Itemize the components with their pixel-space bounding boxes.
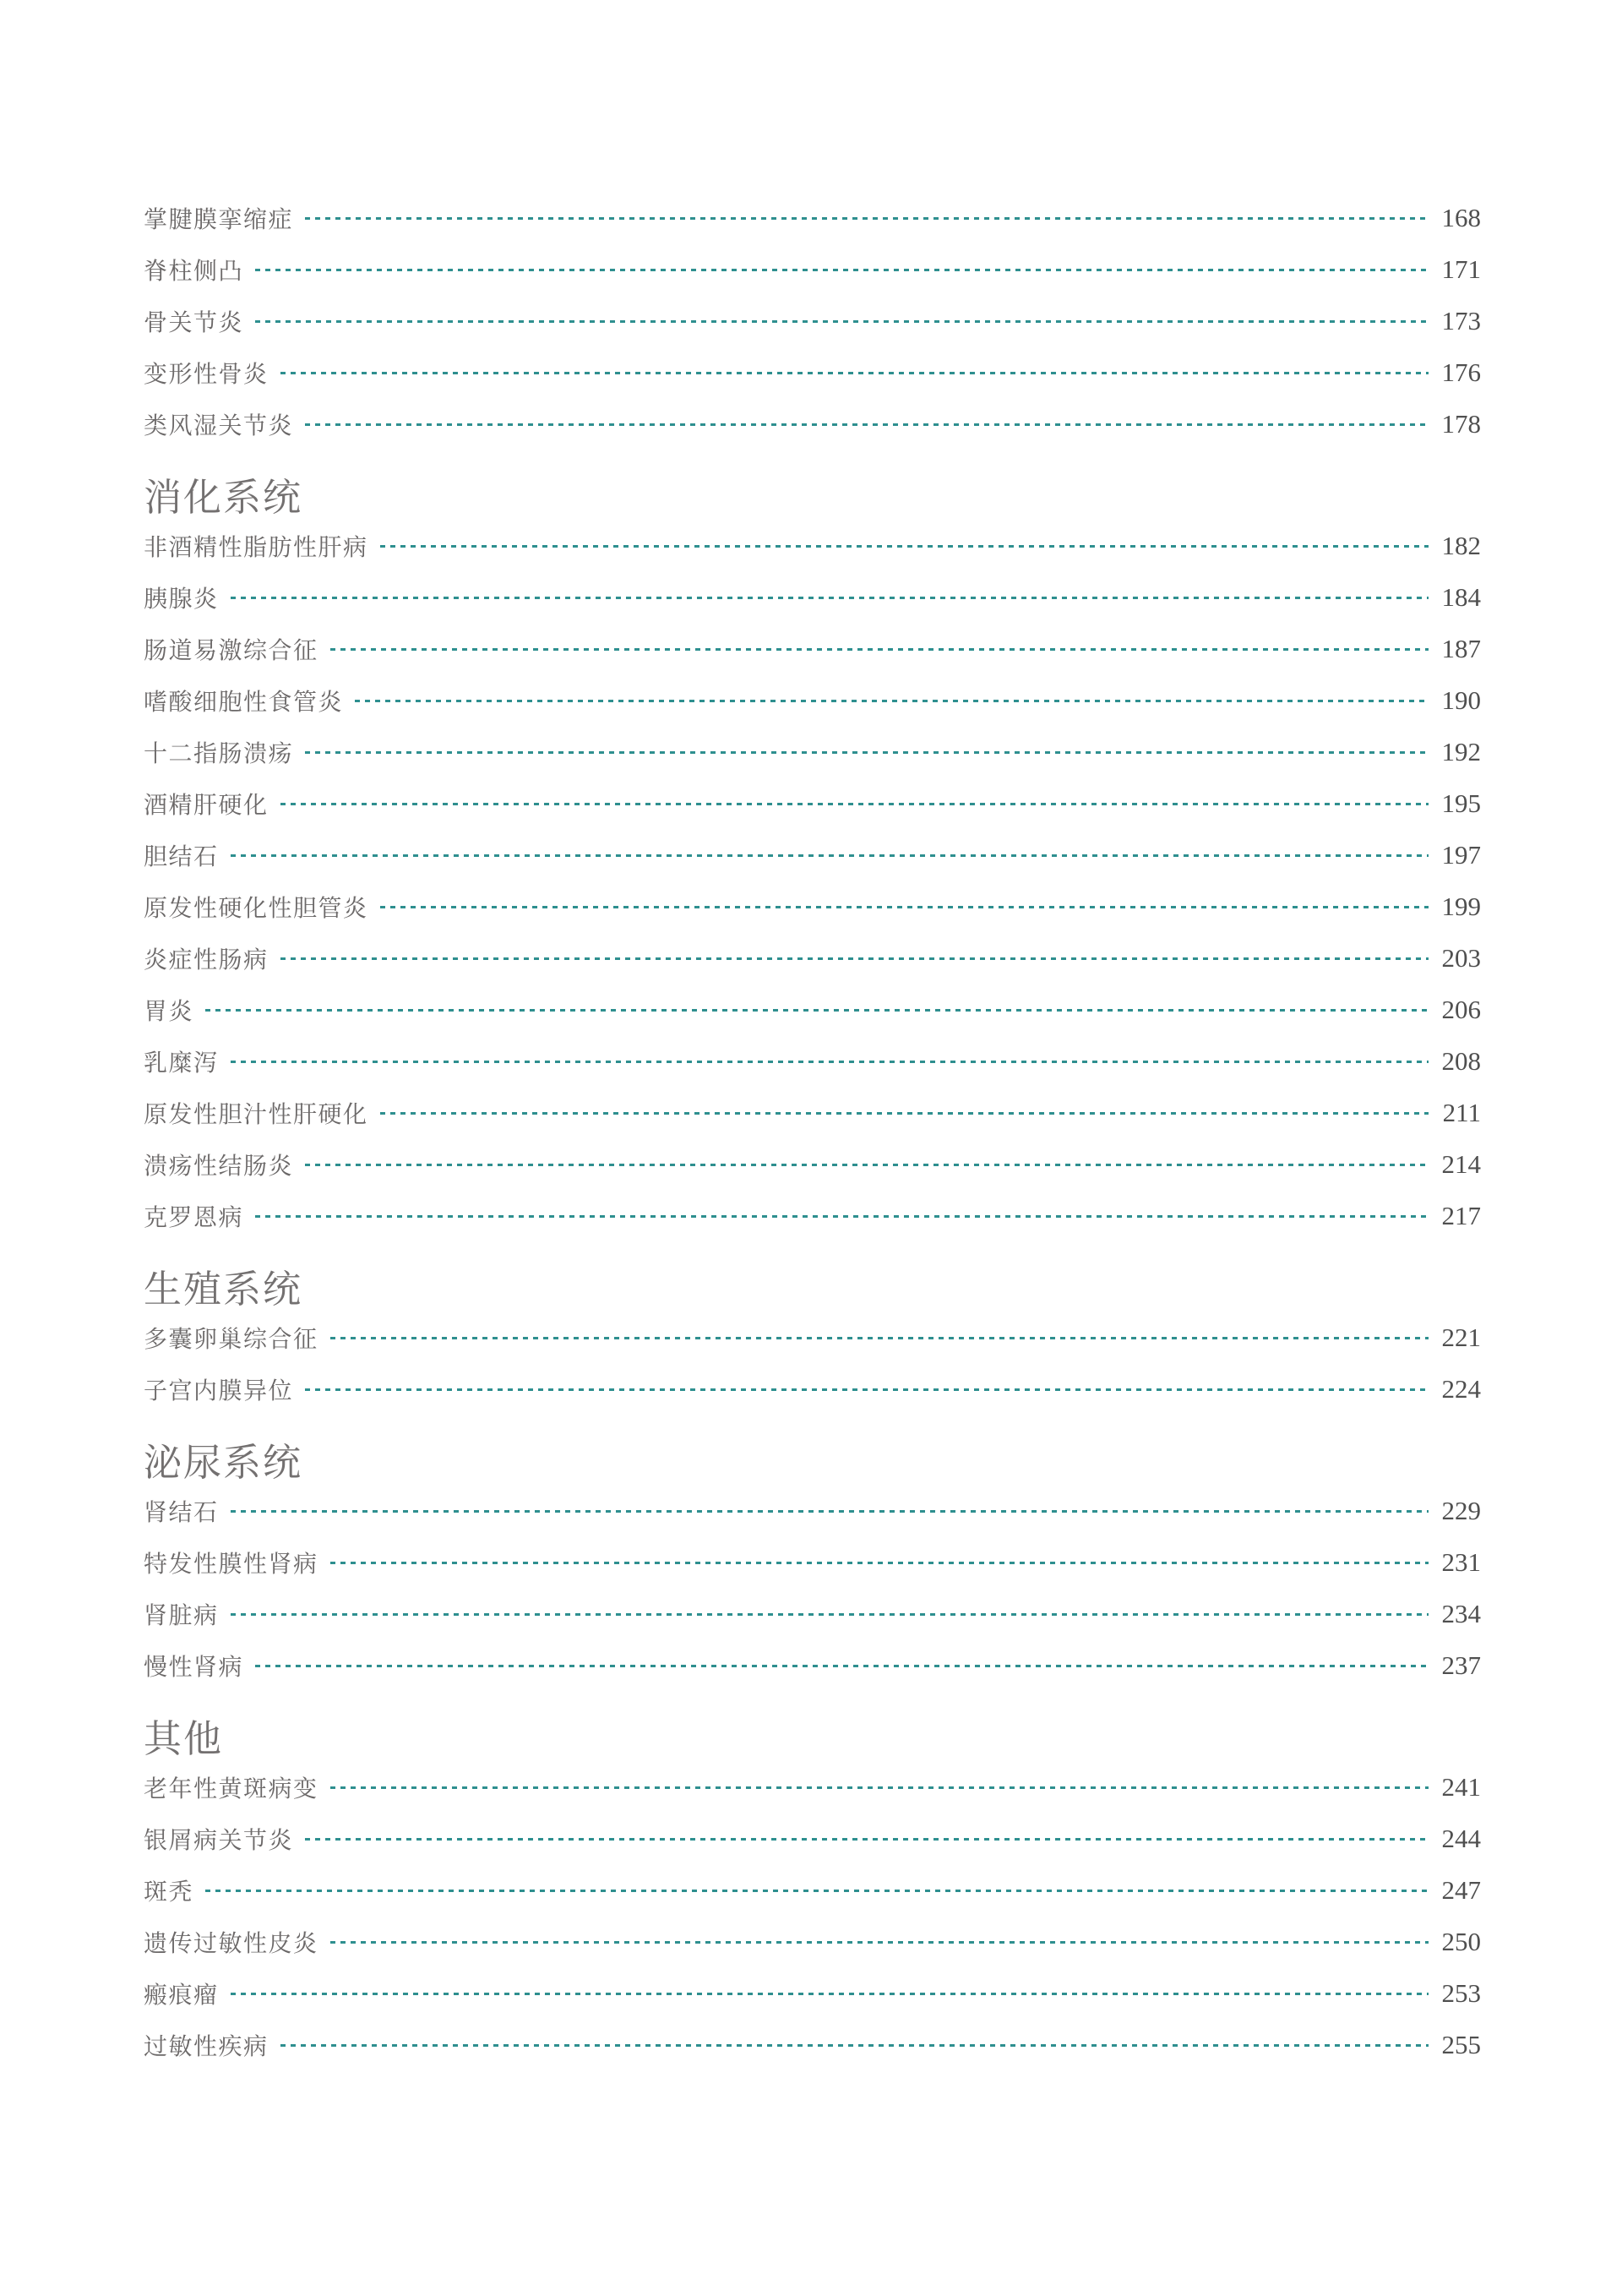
toc-entry	[144, 726, 1481, 777]
toc-entry-label: 慢性肾病	[144, 1653, 244, 1680]
toc-entry-label: 肾脏病	[144, 1601, 219, 1628]
toc-entry	[144, 295, 1481, 346]
toc-entry-label: 子宫内膜异位	[144, 1377, 294, 1404]
toc-entry-label: 乳糜泻	[144, 1049, 219, 1076]
toc-entry	[144, 623, 1481, 674]
toc-page-number: 234	[1441, 1598, 1481, 1628]
toc-page-number: 255	[1441, 2029, 1481, 2059]
toc-page-number: 187	[1441, 633, 1481, 663]
toc-entry-label: 老年性黄斑病变	[144, 1775, 318, 1802]
toc-entry-label: 斑秃	[144, 1878, 194, 1905]
toc-page-number: 178	[1441, 408, 1481, 439]
toc-entry	[144, 881, 1481, 932]
section-title: 生殖系统	[144, 1268, 303, 1311]
dotted-leader	[231, 597, 1429, 599]
dotted-leader	[330, 1786, 1429, 1789]
toc-entry-label: 原发性胆汁性肝硬化	[144, 1100, 368, 1127]
toc-page-number: 184	[1441, 581, 1481, 612]
toc-page-number: 244	[1441, 1823, 1481, 1853]
toc-entry	[144, 1639, 1481, 1691]
toc-section	[144, 1433, 1481, 1691]
toc-entry	[144, 777, 1481, 829]
toc-page-number: 171	[1441, 254, 1481, 284]
dotted-leader	[305, 1388, 1429, 1391]
toc-page-number: 247	[1441, 1874, 1481, 1905]
toc-entry	[144, 1485, 1481, 1536]
toc-entry-label: 非酒精性脂肪性肝病	[144, 533, 368, 560]
toc-entry	[144, 829, 1481, 881]
toc-section	[144, 1710, 1481, 2070]
toc-entry	[144, 1190, 1481, 1241]
toc-page-number: 229	[1441, 1495, 1481, 1525]
section-title: 泌尿系统	[144, 1441, 303, 1484]
toc-page-number: 214	[1441, 1148, 1481, 1179]
toc-entry	[144, 398, 1481, 450]
toc-page-number: 217	[1441, 1200, 1481, 1230]
toc-list	[144, 192, 1481, 2070]
toc-entry-label: 克罗恩病	[144, 1203, 244, 1230]
dotted-leader	[231, 854, 1429, 857]
toc-page-number: 168	[1441, 202, 1481, 232]
section-title: 消化系统	[144, 476, 303, 519]
toc-entry	[144, 1916, 1481, 1967]
toc-page-number: 173	[1441, 305, 1481, 335]
dotted-leader	[231, 1993, 1429, 1995]
dotted-leader	[355, 700, 1429, 702]
toc-page-number: 208	[1441, 1045, 1481, 1076]
toc-entry	[144, 1536, 1481, 1588]
toc-entry	[144, 1087, 1481, 1138]
toc-page-number: 197	[1441, 839, 1481, 870]
toc-page-number: 195	[1441, 788, 1481, 818]
toc-entry-label: 脊柱侧凸	[144, 257, 244, 284]
dotted-leader	[380, 1112, 1429, 1115]
toc-page-number: 206	[1441, 994, 1481, 1024]
toc-entry-label: 炎症性肠病	[144, 946, 269, 973]
dotted-leader	[280, 803, 1429, 805]
dotted-leader	[280, 2044, 1429, 2047]
toc-entry-label: 酒精肝硬化	[144, 791, 269, 818]
toc-entry	[144, 1864, 1481, 1916]
section-title: 其他	[144, 1717, 224, 1760]
dotted-leader	[205, 1890, 1429, 1892]
toc-entry	[144, 984, 1481, 1035]
dotted-leader	[255, 1665, 1429, 1667]
toc-entry-label: 遗传过敏性皮炎	[144, 1929, 318, 1956]
dotted-leader	[231, 1061, 1429, 1063]
toc-entry-label: 十二指肠溃疡	[144, 739, 294, 766]
toc-entry-label: 骨关节炎	[144, 308, 244, 335]
toc-entry	[144, 1138, 1481, 1190]
dotted-leader	[280, 372, 1429, 374]
toc-entry-label: 掌腱膜挛缩症	[144, 205, 294, 232]
toc-entry	[144, 1813, 1481, 1864]
toc-entry-label: 银屑病关节炎	[144, 1826, 294, 1853]
dotted-leader	[380, 545, 1429, 548]
toc-entry-label: 原发性硬化性胆管炎	[144, 894, 368, 921]
dotted-leader	[380, 906, 1429, 908]
toc-entry	[144, 520, 1481, 571]
toc-entry-label: 胰腺炎	[144, 585, 219, 612]
toc-page-number: 182	[1441, 530, 1481, 560]
toc-entry	[144, 243, 1481, 295]
dotted-leader	[255, 1215, 1429, 1218]
toc-page-number: 224	[1441, 1373, 1481, 1404]
toc-section	[144, 192, 1481, 450]
toc-entry	[144, 192, 1481, 243]
dotted-leader	[305, 1838, 1429, 1841]
dotted-leader	[205, 1009, 1429, 1012]
toc-entry	[144, 1588, 1481, 1639]
dotted-leader	[255, 269, 1429, 271]
dotted-leader	[330, 1941, 1429, 1944]
toc-entry-label: 多囊卵巢综合征	[144, 1325, 318, 1352]
dotted-leader	[330, 1562, 1429, 1564]
dotted-leader	[231, 1613, 1429, 1616]
toc-entry	[144, 1967, 1481, 2019]
dotted-leader	[305, 217, 1429, 220]
toc-page-number: 190	[1441, 684, 1481, 715]
toc-entry	[144, 571, 1481, 623]
toc-page-number: 241	[1441, 1771, 1481, 1802]
toc-entry	[144, 1363, 1481, 1415]
dotted-leader	[330, 648, 1429, 651]
toc-section	[144, 1260, 1481, 1415]
toc-page-number: 192	[1441, 736, 1481, 766]
dotted-leader	[231, 1510, 1429, 1513]
dotted-leader	[305, 1164, 1429, 1166]
toc-entry-label: 特发性膜性肾病	[144, 1550, 318, 1577]
dotted-leader	[305, 751, 1429, 754]
toc-page-number: 253	[1441, 1977, 1481, 2008]
toc-entry-label: 胆结石	[144, 843, 219, 870]
toc-section	[144, 468, 1481, 1241]
dotted-leader	[305, 423, 1429, 426]
toc-entry	[144, 932, 1481, 984]
dotted-leader	[330, 1337, 1429, 1339]
toc-page-number: 231	[1441, 1546, 1481, 1577]
toc-entry	[144, 1035, 1481, 1087]
toc-entry-label: 变形性骨炎	[144, 360, 269, 387]
toc-entry-label: 过敏性疾病	[144, 2032, 269, 2059]
toc-entry	[144, 1312, 1481, 1363]
toc-entry	[144, 674, 1481, 726]
toc-entry	[144, 1761, 1481, 1813]
toc-page-number: 211	[1442, 1097, 1481, 1127]
toc-entry-label: 胃炎	[144, 997, 194, 1024]
dotted-leader	[280, 957, 1429, 960]
toc-entry-label: 嗜酸细胞性食管炎	[144, 688, 344, 715]
toc-page-number: 176	[1441, 357, 1481, 387]
toc-entry-label: 类风湿关节炎	[144, 412, 294, 439]
toc-entry	[144, 346, 1481, 398]
toc-entry	[144, 2019, 1481, 2070]
toc-entry-label: 溃疡性结肠炎	[144, 1152, 294, 1179]
toc-entry-label: 瘢痕瘤	[144, 1981, 219, 2008]
toc-entry-label: 肾结石	[144, 1498, 219, 1525]
toc-page-number: 250	[1441, 1926, 1481, 1956]
toc-page-number: 199	[1441, 891, 1481, 921]
toc-entry-label: 肠道易激综合征	[144, 636, 318, 663]
dotted-leader	[255, 320, 1429, 323]
toc-page-number: 221	[1441, 1322, 1481, 1352]
toc-page-number: 237	[1441, 1650, 1481, 1680]
toc-page-number: 203	[1441, 942, 1481, 973]
